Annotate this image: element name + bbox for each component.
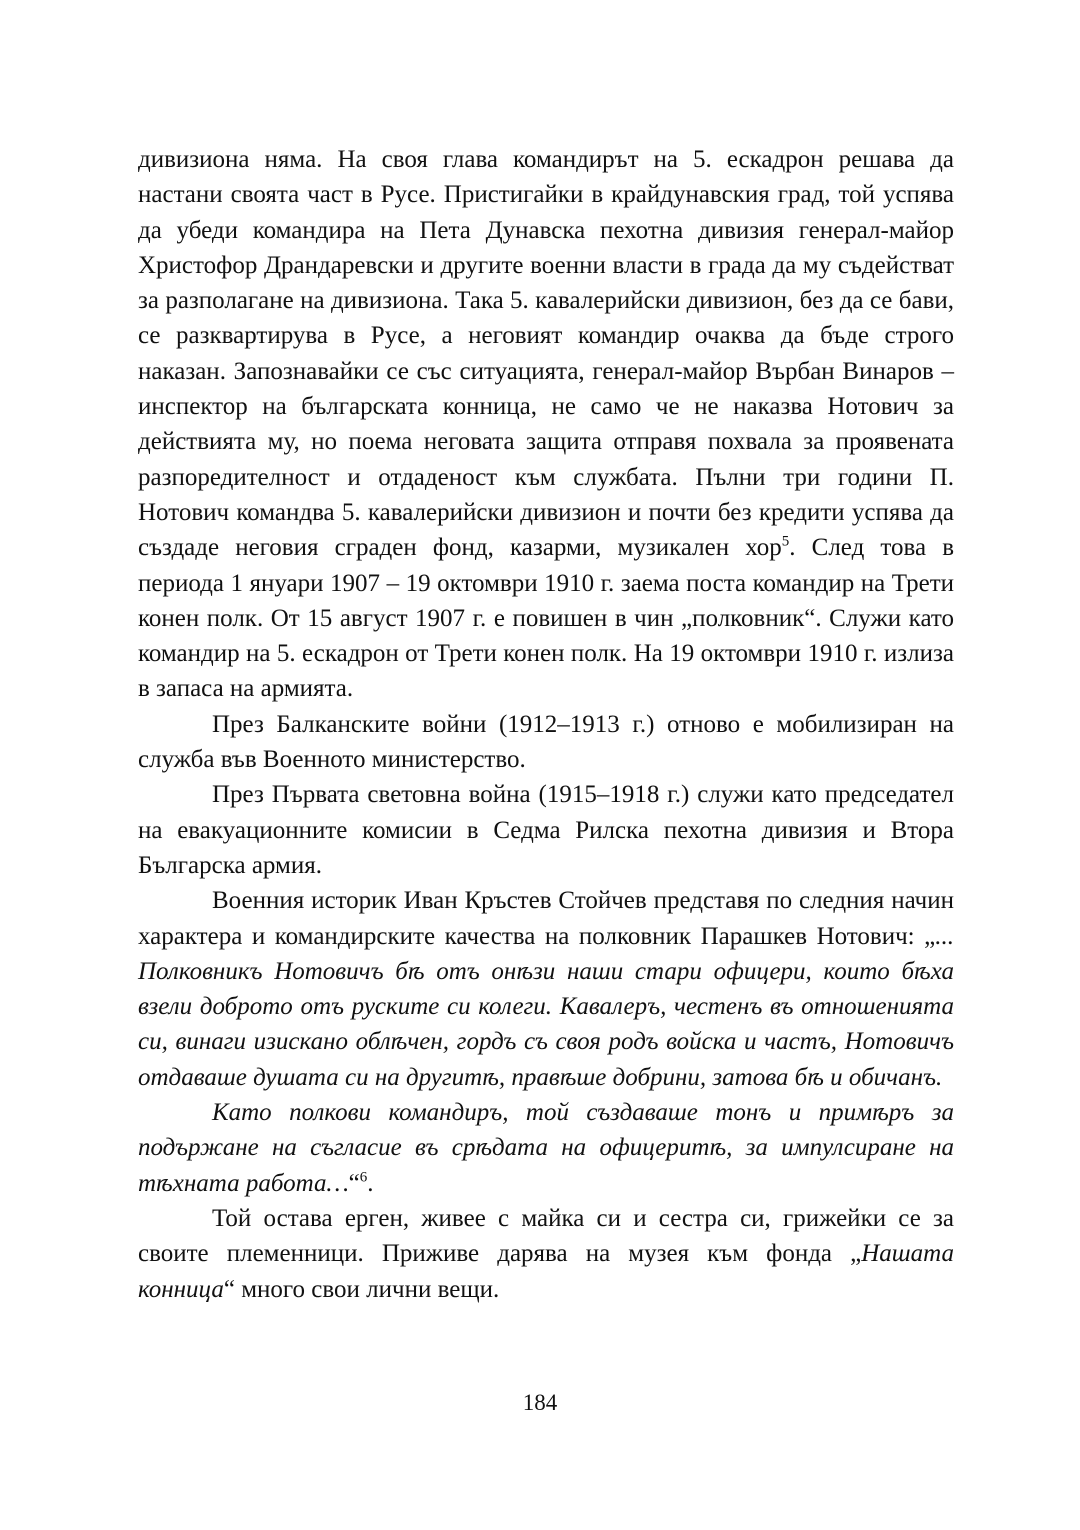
- paragraph-6: [138, 1201, 954, 1307]
- paragraph-4: [138, 883, 954, 1095]
- footnote-ref-5: 5: [781, 533, 790, 550]
- paragraph-1: [138, 142, 954, 707]
- paragraph-6-text: Той остава ерген, живее с майка си и сестра си, грижейки се за своите племенници. Приживе дарява на музея към фонда „: [138, 1204, 954, 1268]
- page-body: [138, 142, 954, 1307]
- quote-part-2: Като полкови командиръ, той създаваше тонъ и примѣръ за подържане на съгласие въ срѣдата на офицеритѣ, за импулсиране на тѣхната работа…: [138, 1099, 954, 1197]
- quote-part-1: ... Полковникъ Нотовичъ бѣ отъ онѣзи наши стари офицери, които бѣха взели доброто отъ руските си колеги. Кавалеръ, честенъ въ отношенията си, винаги изискано облѣчен, гордъ съ своя родъ войска и частъ, Нотовичъ отдаваше душата си на другитѣ, правѣше добрини, затова бѣ и обичанъ.: [138, 922, 954, 1091]
- paragraph-5-end: .: [367, 1169, 374, 1197]
- paragraph-4-intro: Военния историк Иван Кръстев Стойчев представя по следния начин характера и командирските качества на полковник Парашкев Нотович: „: [138, 887, 954, 950]
- page-number: 184: [522, 1390, 558, 1415]
- footnote-ref-6: 6: [359, 1169, 368, 1186]
- paragraph-5: [138, 1095, 954, 1201]
- paragraph-2: През Балканските войни (1912–1913 г.) отново е мобилизиран на служба във Военното министерство.: [138, 710, 954, 774]
- quote-close-mark: “: [348, 1169, 360, 1197]
- paragraph-1-tail: . След това в периода 1 януари 1907 – 19 октомври 1910 г. заема поста командир на Трети конен полк. От 15 август 1907 г. е повишен в чин „полковник“. Служи като командир на 5. ескадрон от Трети конен полк. На 19 октомври 1910 г. излиза в запаса на армията.: [138, 534, 954, 703]
- paragraph-6-tail: “ много свои лични вещи.: [223, 1275, 500, 1303]
- paragraph-1-text: дивизиона няма. На своя глава командирът на 5. ескадрон решава да настани своята част в Русе. Пристигайки в крайдунавския град, той успява да убеди командира на Пета Дунавска пехотна дивизия генерал-майор Христофор Драндаревски и другите военни власти в града да му съдействат за разполагане на дивизиона. Така 5. кавалерийски дивизион, без да се бави, се разквартирува в Русе, а неговият командир очаква да бъде строго наказан. Запознавайки се със ситуацията, генерал-майор Върбан Винаров – инспектор на българската конница, не само че не наказва Нотович за действията му, но поема неговата защита отправя похвала за проявената разпоредителност и отдаденост към службата. Пълни три години П. Нотович командва 5. кавалерийски дивизион и почти без кредити успява да създаде неговия сграден фонд, казарми, музикален хор: [138, 146, 954, 562]
- fund-name: Нашата конница: [138, 1240, 954, 1303]
- paragraph-3: През Първата световна война (1915–1918 г.) служи като председател на евакуационните комисии в Седма Рилска пехотна дивизия и Втора Българска армия.: [138, 781, 954, 879]
